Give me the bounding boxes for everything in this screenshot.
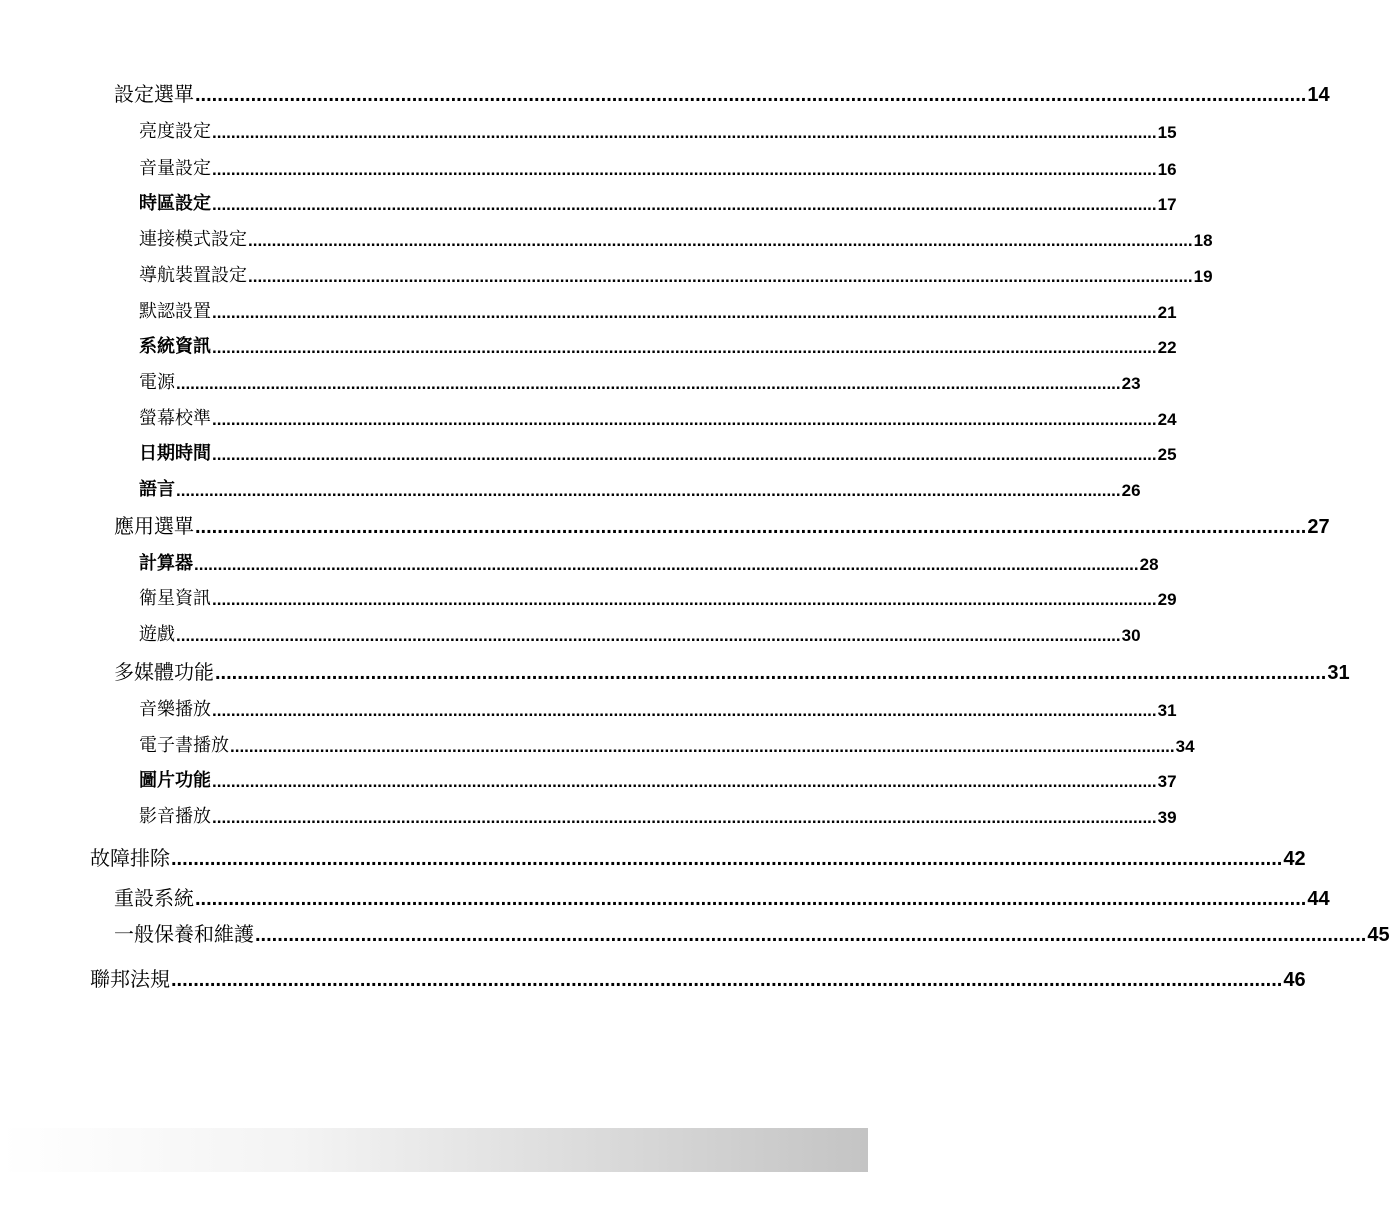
toc-entry-title: 衛星資訊: [139, 588, 211, 609]
toc-leader-dots: ........................................................................................................................................................................................................: [176, 374, 1121, 393]
toc-entry-title: 圖片功能: [139, 770, 211, 791]
toc-leader-dots: ........................................................................................................................................................................................................: [255, 924, 1367, 946]
toc-entry-page-number: 17: [1157, 195, 1177, 214]
toc-entry[interactable]: [90, 964, 1306, 992]
toc-entry-page-number: 27: [1307, 516, 1330, 538]
toc-entry-title: 時區設定: [139, 193, 211, 214]
toc-entry-page-number: 29: [1157, 590, 1177, 609]
toc-entry-page-number: 30: [1121, 626, 1141, 645]
toc-entry-title: 音樂播放: [139, 699, 211, 720]
toc-entry[interactable]: [114, 79, 1330, 107]
toc-entry-title: 計算器: [139, 553, 193, 574]
toc-leader-dots: ........................................................................................................................................................................................................: [195, 84, 1307, 106]
toc-entry-title: 語言: [139, 479, 175, 500]
toc-leader-dots: ........................................................................................................................................................................................................: [212, 808, 1157, 827]
toc-leader-dots: ........................................................................................................................................................................................................: [212, 445, 1157, 464]
toc-entry[interactable]: [139, 191, 1177, 215]
toc-entry-title: 故障排除: [90, 846, 170, 870]
toc-entry-title: 連接模式設定: [139, 229, 247, 250]
toc-leader-dots: ........................................................................................................................................................................................................: [176, 481, 1121, 500]
toc-entry-page-number: 15: [1157, 123, 1177, 142]
toc-entry-page-number: 46: [1283, 969, 1306, 991]
toc-leader-dots: ........................................................................................................................................................................................................: [194, 555, 1139, 574]
toc-leader-dots: ........................................................................................................................................................................................................: [215, 662, 1327, 684]
toc-entry-page-number: 26: [1121, 481, 1141, 500]
toc-entry[interactable]: [139, 227, 1213, 251]
toc-entry[interactable]: [139, 263, 1213, 287]
toc-entry-page-number: 37: [1157, 772, 1177, 791]
toc-entry[interactable]: [139, 586, 1177, 610]
toc-entry[interactable]: [139, 697, 1177, 721]
toc-entry-page-number: 34: [1175, 737, 1195, 756]
toc-leader-dots: ........................................................................................................................................................................................................: [212, 303, 1157, 322]
toc-leader-dots: ........................................................................................................................................................................................................: [171, 969, 1283, 991]
toc-leader-dots: ........................................................................................................................................................................................................: [212, 160, 1157, 179]
toc-entry-title: 電子書播放: [139, 735, 229, 756]
toc-entry[interactable]: [139, 156, 1177, 180]
toc-entry[interactable]: [139, 406, 1177, 430]
toc-entry[interactable]: [114, 883, 1330, 911]
toc-leader-dots: ........................................................................................................................................................................................................: [176, 626, 1121, 645]
toc-entry[interactable]: [139, 441, 1177, 465]
toc-entry-title: 應用選單: [114, 514, 194, 538]
toc-leader-dots: ........................................................................................................................................................................................................: [212, 338, 1157, 357]
toc-entry[interactable]: [114, 919, 1390, 947]
toc-leader-dots: ........................................................................................................................................................................................................: [212, 701, 1157, 720]
toc-entry-title: 默認設置: [139, 301, 211, 322]
toc-entry-page-number: 21: [1157, 303, 1177, 322]
toc-entry[interactable]: [139, 299, 1177, 323]
toc-entry[interactable]: [139, 733, 1195, 757]
toc-entry-page-number: 14: [1307, 84, 1330, 106]
toc-entry-title: 導航裝置設定: [139, 265, 247, 286]
toc-entry-page-number: 16: [1157, 160, 1177, 179]
toc-entry[interactable]: [139, 119, 1177, 143]
toc-entry-title: 一般保養和維護: [114, 922, 254, 946]
toc-entry-page-number: 23: [1121, 374, 1141, 393]
toc-entry[interactable]: [114, 511, 1330, 539]
toc-entry-title: 日期時間: [139, 443, 211, 464]
toc-entry-page-number: 44: [1307, 888, 1330, 910]
toc-entry-page-number: 31: [1327, 662, 1350, 684]
toc-entry-title: 多媒體功能: [114, 660, 214, 684]
toc-leader-dots: ........................................................................................................................................................................................................: [212, 195, 1157, 214]
toc-entry-page-number: 25: [1157, 445, 1177, 464]
toc-entry[interactable]: [139, 477, 1141, 501]
toc-entry[interactable]: [114, 657, 1350, 685]
toc-entry-page-number: 39: [1157, 808, 1177, 827]
toc-entry[interactable]: [139, 622, 1141, 646]
toc-entry-title: 影音播放: [139, 806, 211, 827]
toc-entry-page-number: 22: [1157, 338, 1177, 357]
toc-entry-page-number: 19: [1193, 267, 1213, 286]
toc-entry[interactable]: [139, 551, 1159, 575]
toc-entry[interactable]: [139, 768, 1177, 792]
toc-entry[interactable]: [139, 334, 1177, 358]
toc-entry-title: 音量設定: [139, 158, 211, 179]
toc-leader-dots: ........................................................................................................................................................................................................: [212, 410, 1157, 429]
toc-entry-title: 遊戲: [139, 624, 175, 645]
toc-entry[interactable]: [90, 843, 1306, 871]
toc-leader-dots: ........................................................................................................................................................................................................: [230, 737, 1175, 756]
toc-leader-dots: ........................................................................................................................................................................................................: [212, 123, 1157, 142]
toc-entry-title: 亮度設定: [139, 121, 211, 142]
toc-entry-title: 聯邦法規: [90, 967, 170, 991]
toc-entry-page-number: 28: [1139, 555, 1159, 574]
toc-entry-title: 設定選單: [114, 82, 194, 106]
toc-leader-dots: ........................................................................................................................................................................................................: [195, 516, 1307, 538]
toc-leader-dots: ........................................................................................................................................................................................................: [248, 231, 1193, 250]
toc-entry[interactable]: [139, 804, 1177, 828]
toc-leader-dots: ........................................................................................................................................................................................................: [248, 267, 1193, 286]
toc-entry[interactable]: [139, 370, 1141, 394]
toc-entry-page-number: 42: [1283, 848, 1306, 870]
toc-entry-title: 系統資訊: [139, 336, 211, 357]
toc-leader-dots: ........................................................................................................................................................................................................: [195, 888, 1307, 910]
toc-entry-page-number: 18: [1193, 231, 1213, 250]
toc-entry-page-number: 31: [1157, 701, 1177, 720]
toc-entry-title: 電源: [139, 372, 175, 393]
toc-entry-page-number: 24: [1157, 410, 1177, 429]
toc-entry-page-number: 45: [1367, 924, 1390, 946]
toc-leader-dots: ........................................................................................................................................................................................................: [212, 590, 1157, 609]
toc-leader-dots: ........................................................................................................................................................................................................: [171, 848, 1283, 870]
toc-entry-title: 螢幕校準: [139, 408, 211, 429]
toc-entry-title: 重設系統: [114, 886, 194, 910]
footer-gradient-bar: [0, 1128, 868, 1172]
toc-leader-dots: ........................................................................................................................................................................................................: [212, 772, 1157, 791]
